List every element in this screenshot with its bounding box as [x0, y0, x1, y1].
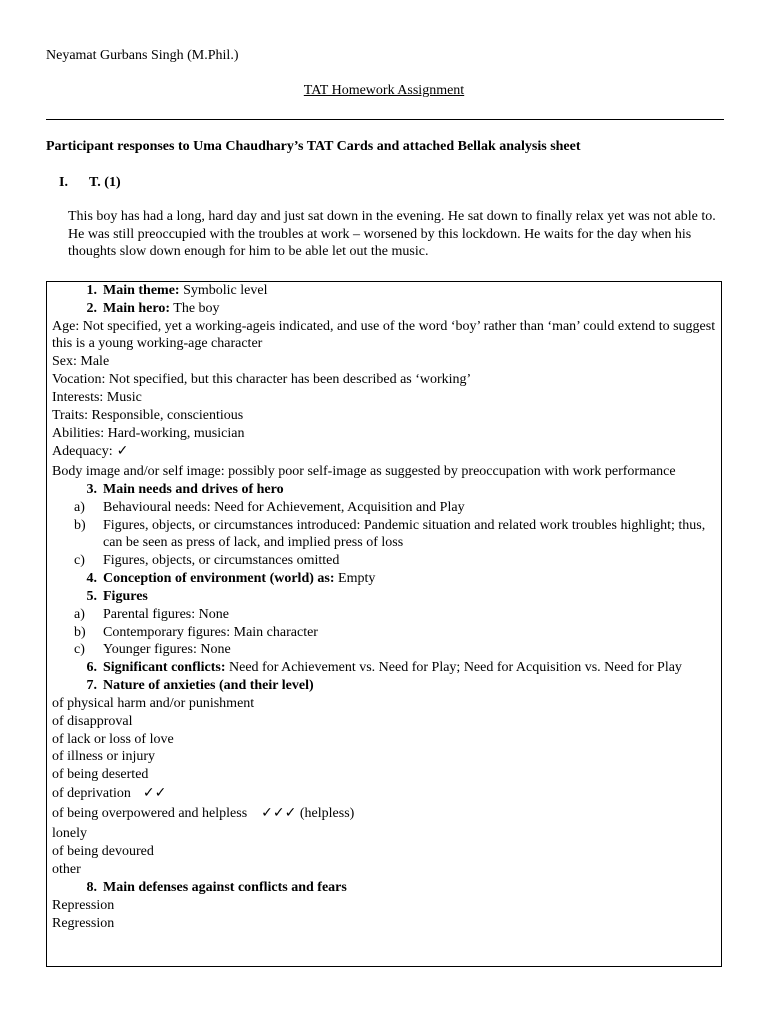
analysis-item-anxieties: [52, 677, 716, 695]
anxiety-illness: of illness or injury: [52, 749, 156, 765]
anxiety-devoured: of being devoured: [52, 844, 154, 860]
item-number: 8.: [86, 879, 97, 895]
analysis-item-conflicts: [52, 659, 716, 677]
hero-age: Age: Not specified, yet a working-ageis indicated, and use of the word ‘boy’ rather than ‘man’ could extend to suggest this is a young working-age character: [52, 318, 716, 352]
section-numeral: I.: [59, 175, 68, 190]
subitem-text: Contemporary figures: Main character: [103, 624, 318, 640]
analysis-item-figures: [52, 588, 716, 606]
item-number: 4.: [86, 570, 97, 586]
document-title: TAT Homework Assignment: [303, 83, 465, 98]
hero-sex: Sex: Male: [52, 353, 110, 369]
item-label: Main theme:: [103, 283, 180, 298]
item-value: Need for Achievement vs. Need for Play; Need for Acquisition vs. Need for Play: [225, 660, 682, 676]
section-title: T. (1): [89, 175, 121, 190]
story-text: [68, 208, 724, 261]
item-value: Empty: [334, 570, 376, 586]
subitem-letter: b): [74, 624, 86, 640]
hero-vocation: Vocation: Not specified, but this character has been described as ‘working’: [52, 371, 472, 387]
anxiety-disapproval: of disapproval: [52, 713, 133, 729]
bellak-analysis-box: [46, 281, 722, 967]
item-number: 2.: [86, 300, 97, 316]
subitem-text: Figures, objects, or circumstances introduced: Pandemic situation and related work troubles highlight; thus, can be seen as press of lack, and implied press of loss: [103, 517, 706, 551]
analysis-item-needs: [52, 481, 716, 499]
analysis-subitem: [52, 606, 716, 624]
item-number: 6.: [86, 660, 97, 676]
story-paragraph: This boy has had a long, hard day and just sat down in the evening. He sat down to finally relax yet was not able to. He was still preoccupied with the troubles at work – worsened by this lockdown. He waits for the day when his thoughts slow down enough for him to be able let out the music.: [68, 209, 716, 260]
item-label: Figures: [103, 588, 148, 604]
anxiety-deprivation: [52, 784, 716, 805]
analysis-item-main-theme: [52, 282, 716, 300]
item-label: Nature of anxieties (and their level): [103, 677, 314, 693]
item-number: 1.: [86, 283, 97, 298]
anxiety-loss-of-love: of lack or loss of love: [52, 731, 174, 747]
item-label: Conception of environment (world) as:: [103, 570, 335, 586]
subitem-letter: a): [74, 499, 85, 515]
anxiety-deserted: of being deserted: [52, 767, 149, 783]
anxiety-note: (helpless): [299, 806, 355, 822]
anxiety-physical-harm: of physical harm and/or punishment: [52, 695, 255, 711]
item-number: 3.: [86, 482, 97, 498]
adequacy-label: Adequacy:: [52, 444, 113, 460]
analysis-subitem: [52, 517, 716, 552]
analysis-item-main-hero: [52, 300, 716, 318]
horizontal-rule: [46, 119, 724, 120]
subitem-text: Figures, objects, or circumstances omitted: [103, 552, 340, 568]
item-label: Main hero:: [103, 300, 171, 316]
subitem-letter: c): [74, 552, 85, 568]
subitem-letter: a): [74, 606, 85, 622]
anxiety-lonely: lonely: [52, 826, 87, 842]
item-label: Main defenses against conflicts and fears: [103, 879, 347, 895]
item-value: The boy: [170, 300, 220, 316]
item-number: 5.: [86, 588, 97, 604]
item-value: Symbolic level: [179, 283, 268, 298]
defense-repression: Repression: [52, 897, 115, 913]
item-number: 7.: [86, 677, 97, 693]
analysis-item-defenses: [52, 879, 716, 897]
anxiety-label: of deprivation: [52, 786, 131, 802]
anxiety-overpowered: [52, 805, 716, 825]
subitem-letter: c): [74, 642, 85, 658]
hero-body-image: Body image and/or self image: possibly poor self-image as suggested by preoccupation with work performance: [52, 464, 676, 480]
check-mark-icon: ✓✓: [142, 785, 167, 802]
section-label: [59, 174, 121, 192]
subitem-letter: b): [74, 517, 86, 533]
analysis-subitem: [52, 641, 716, 659]
subitem-text: Parental figures: None: [103, 606, 229, 622]
section-heading: Participant responses to Uma Chaudhary’s TAT Cards and attached Bellak analysis sheet: [46, 139, 581, 154]
check-mark-icon: ✓: [116, 443, 129, 460]
defense-regression: Regression: [52, 915, 115, 931]
item-label: Significant conflicts:: [103, 660, 226, 676]
check-mark-icon: ✓✓✓: [261, 805, 297, 822]
subitem-text: Behavioural needs: Need for Achievement, Acquisition and Play: [103, 499, 465, 515]
analysis-item-environment: [52, 570, 716, 588]
analysis-subitem: [52, 624, 716, 642]
analysis-subitem: [52, 499, 716, 517]
hero-abilities: Abilities: Hard-working, musician: [52, 425, 245, 441]
subitem-text: Younger figures: None: [103, 642, 231, 658]
analysis-subitem: [52, 552, 716, 570]
anxiety-other: other: [52, 862, 81, 878]
author-name: Neyamat Gurbans Singh (M.Phil.): [46, 48, 239, 63]
item-label: Main needs and drives of hero: [103, 482, 284, 498]
hero-adequacy: [52, 442, 716, 463]
hero-interests: Interests: Music: [52, 389, 142, 405]
anxiety-label: of being overpowered and helpless: [52, 806, 248, 822]
hero-traits: Traits: Responsible, conscientious: [52, 407, 244, 423]
